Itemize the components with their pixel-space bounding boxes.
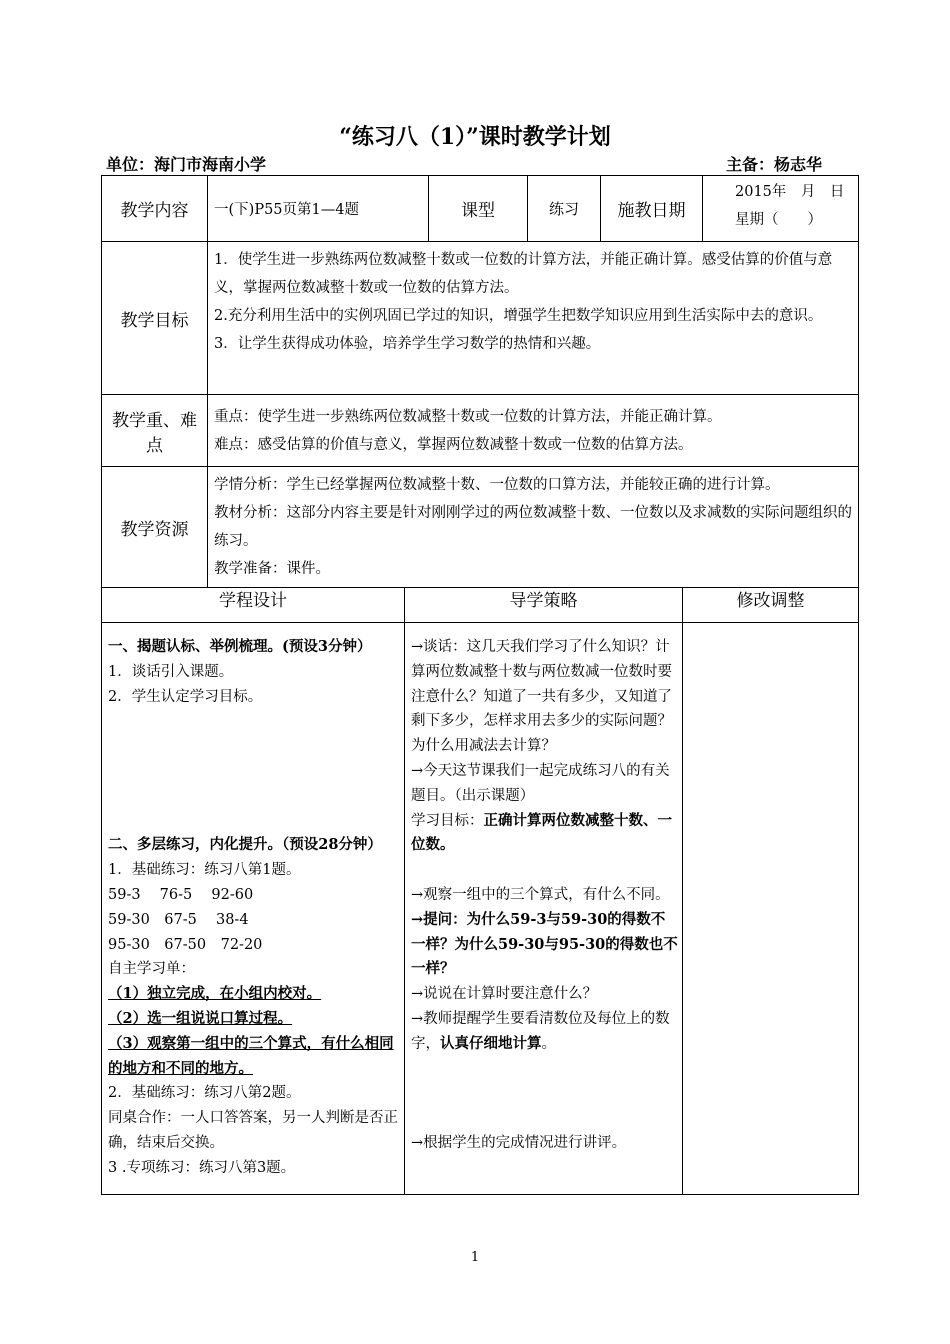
strategy-topic: →今天这节课我们一起完成练习八的有关题目。（出示课题） xyxy=(411,762,670,804)
task-3: （3）观察第一组中的三个算式，有什么相同的地方和不同的地方。 xyxy=(108,1034,394,1077)
section-1-title: 一、揭题认标、举例梳理。(预设3分钟） xyxy=(108,638,372,655)
calc-row-2: 59-30 67-5 38-4 xyxy=(108,911,249,928)
resources-label: 教学资源 xyxy=(102,467,208,588)
objectives-label: 教学目标 xyxy=(102,242,208,395)
material-analysis: 教材分析：这部分内容主要是针对刚刚学过的两位数减整十数、一位数以及求减数的实际问题组织的练习。 xyxy=(214,505,852,549)
strategy-goal xyxy=(411,809,678,859)
plan-header-table xyxy=(101,175,859,588)
lesson-process-table xyxy=(101,587,859,1195)
task-2: （2）选一组说说口算过程。 xyxy=(108,1009,293,1027)
strategy-column xyxy=(405,623,683,1195)
weekday-line: 星期（ ） xyxy=(735,212,822,228)
objective-2: 2.充分利用生活中的实例巩固已学过的知识，增强学生把数学知识应用到生活实际中去的意识。 xyxy=(214,308,823,324)
key-points-label: 教学重、难点 xyxy=(102,395,208,467)
document-title: “练习八（1）”课时教学计划 xyxy=(339,124,611,150)
pair-work: 同桌合作：一人口答答案，另一人判断是否正确，结束后交换。 xyxy=(108,1110,398,1151)
author-label: 主备：杨志华 xyxy=(726,155,823,174)
key-point: 重点：使学生进一步熟练两位数减整十数或一位数的计算方法，并能正确计算。 xyxy=(214,408,722,425)
strategy-reminder xyxy=(411,1007,678,1057)
type-label: 课型 xyxy=(429,176,528,242)
self-study-label: 自主学习单： xyxy=(108,961,195,978)
section-1-step-1: 1．谈话引入课题。 xyxy=(108,663,234,680)
content-value: 一(下)P55页第1—4题 xyxy=(208,176,429,242)
header-adjust: 修改调整 xyxy=(683,588,859,623)
header-strategy: 导学策略 xyxy=(405,588,683,623)
resources-cell xyxy=(208,467,859,588)
calc-row-3: 95-30 67-50 72-20 xyxy=(108,936,263,953)
adjust-column xyxy=(683,623,859,1195)
reminder-emphasis: 认真仔细地计算 xyxy=(440,1034,542,1052)
objective-1: 1．使学生进一步熟练两位数减整十数或一位数的计算方法，并能正确计算。感受估算的价值与意义，掌握两位数减整十数或一位数的估算方法。 xyxy=(214,252,833,296)
section-2-step-1: 1．基础练习：练习八第1题。 xyxy=(108,862,301,879)
strategy-talk: →谈话：这几天我们学习了什么知识？计算两位数减整十数与两位数减一位数时要注意什么？知道了一共有多少，又知道了剩下多少，怎样求用去多少的实际问题？为什么用减法去计算？ xyxy=(411,639,672,755)
strategy-review: →根据学生的完成情况进行讲评。 xyxy=(411,1134,627,1151)
objectives-cell xyxy=(208,242,859,395)
strategy-question: →提问：为什么59-3与59-30的得数不一样？为什么59-30与95-30的得数也不一样？ xyxy=(411,910,678,978)
section-2-title: 二、多层练习，内化提升。（预设28分钟） xyxy=(108,836,382,854)
type-value: 练习 xyxy=(528,176,601,242)
reminder-end: 。 xyxy=(541,1035,556,1052)
difficult-point: 难点：感受估算的价值与意义，掌握两位数减整十数或一位数的估算方法。 xyxy=(214,436,693,453)
content-label: 教学内容 xyxy=(102,176,208,242)
unit-label: 单位：海门市海南小学 xyxy=(106,155,267,174)
student-analysis: 学情分析：学生已经掌握两位数减整十数、一位数的口算方法，并能较正确的进行计算。 xyxy=(214,477,780,493)
task-1: （1）独立完成，在小组内校对。 xyxy=(108,985,322,1003)
section-1-step-2: 2．学生认定学习目标。 xyxy=(108,688,263,705)
date-cell xyxy=(703,176,859,242)
date-line: 2015年 月 日 xyxy=(735,184,845,200)
strategy-observe: →观察一组中的三个算式，有什么不同。 xyxy=(411,886,670,903)
goal-text: 正确计算两位数减整十数、一位数。 xyxy=(411,811,672,854)
section-2-step-3: 3 .专项练习：练习八第3题。 xyxy=(108,1159,296,1176)
design-column xyxy=(102,623,405,1195)
section-2-step-2: 2．基础练习：练习八第2题。 xyxy=(108,1085,301,1102)
goal-label: 学习目标： xyxy=(411,812,484,829)
page-number: 1 xyxy=(470,1250,480,1265)
key-points-cell xyxy=(208,395,859,467)
objective-3: 3．让学生获得成功体验，培养学生学习数学的热情和兴趣。 xyxy=(214,336,601,352)
strategy-attention: →说说在计算时要注意什么？ xyxy=(411,986,598,1003)
header-design: 学程设计 xyxy=(102,588,405,623)
preparation: 教学准备：课件。 xyxy=(214,561,330,577)
date-label: 施教日期 xyxy=(601,176,703,242)
reminder-text: →教师提醒学生要看清数位及每位上的数字， xyxy=(411,1010,670,1052)
calc-row-1: 59-3 76-5 92-60 xyxy=(108,886,254,903)
